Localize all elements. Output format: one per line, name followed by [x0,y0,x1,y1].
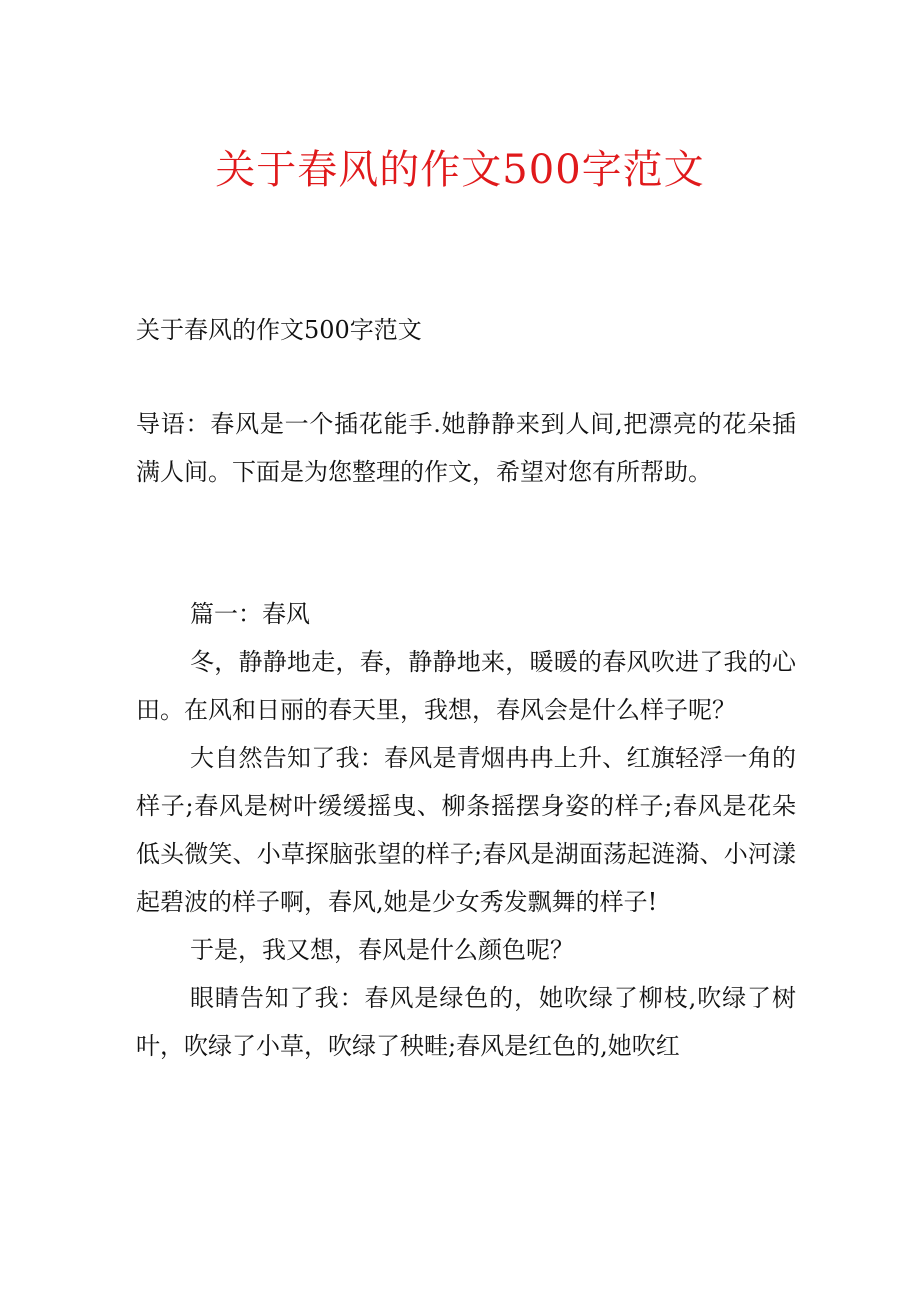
essay-paragraph: 大自然告知了我：春风是青烟冉冉上升、红旗轻浮一角的样子;春风是树叶缓缓摇曳、柳条摇摆身姿的样子;春风是花朵低头微笑、小草探脑张望的样子;春风是湖面荡起涟漪、小河漾起碧波的样子啊，春风,她是少女秀发飘舞的样子! [136,744,796,916]
essay-paragraph: 眼睛告知了我：春风是绿色的，她吹绿了柳枝,吹绿了树叶，吹绿了小草，吹绿了秧畦;春风是红色的,她吹红 [136,984,796,1060]
intro-paragraph: 导语：春风是一个插花能手.她静静来到人间,把漂亮的花朵插满人间。下面是为您整理的作文，希望对您有所帮助。 [136,410,796,486]
document-subtitle: 关于春风的作文500字范文 [136,316,422,344]
essay-section [136,590,796,1070]
essay-heading: 篇一：春风 [190,600,310,628]
document-title: 关于春风的作文500字范文 [215,147,705,193]
essay-paragraph: 于是，我又想，春风是什么颜色呢？ [190,936,574,964]
essay-paragraph: 冬，静静地走，春，静静地来，暖暖的春风吹进了我的心田。在风和日丽的春天里，我想，春风会是什么样子呢？ [136,648,796,724]
